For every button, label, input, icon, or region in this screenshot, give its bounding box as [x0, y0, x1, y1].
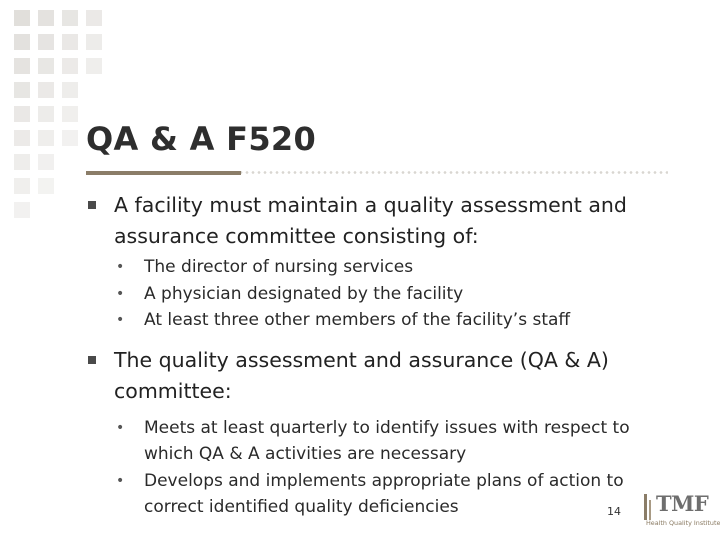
logo-wordmark: TMF: [656, 491, 709, 516]
slide-title: QA & A F520: [86, 120, 317, 158]
sub-bullet-text: Meets at least quarterly to identify issues with respect to which QA & A activities are necessary: [144, 417, 630, 464]
dot-bullet-icon: •: [116, 472, 125, 489]
sub-bullet-item: [116, 415, 676, 468]
grid-square: [38, 34, 54, 50]
bullet-item-1: [86, 190, 676, 252]
sub-bullet-text: Develops and implements appropriate plans of action to correct identified quality deficiencies: [144, 470, 624, 517]
sub-bullet-text: A physician designated by the facility: [144, 283, 464, 304]
sub-bullet-item: [116, 254, 676, 281]
grid-square: [38, 130, 54, 146]
bullet-text: The quality assessment and assurance (QA & A) committee:: [114, 347, 609, 403]
grid-square: [62, 58, 78, 74]
grid-square: [14, 178, 30, 194]
grid-square: [62, 130, 78, 146]
grid-square: [86, 10, 102, 26]
grid-square: [38, 106, 54, 122]
grid-square: [14, 82, 30, 98]
dot-bullet-icon: •: [116, 312, 125, 328]
bullet-item-2: [86, 345, 676, 407]
grid-square: [62, 34, 78, 50]
sub-bullet-text: At least three other members of the facility’s staff: [144, 310, 571, 330]
grid-square: [14, 10, 30, 26]
square-bullet-icon: [88, 356, 96, 364]
grid-square: [14, 154, 30, 170]
dot-bullet-icon: •: [116, 259, 125, 275]
grid-square: [14, 130, 30, 146]
grid-square: [86, 34, 102, 50]
grid-square: [62, 106, 78, 122]
grid-square: [38, 154, 54, 170]
dot-bullet-icon: •: [116, 419, 125, 436]
sub-bullet-list: [86, 254, 676, 334]
page-number: 14: [607, 505, 621, 518]
square-bullet-icon: [88, 201, 96, 209]
grid-square: [38, 178, 54, 194]
decorative-square-grid: [14, 10, 114, 220]
grid-square: [14, 202, 30, 218]
grid-square: [14, 106, 30, 122]
grid-square: [38, 10, 54, 26]
grid-square: [38, 82, 54, 98]
slide-content: [86, 190, 676, 521]
sub-bullet-item: [116, 468, 676, 521]
grid-square: [14, 58, 30, 74]
grid-square: [62, 82, 78, 98]
title-underline: [86, 171, 241, 175]
grid-square: [14, 34, 30, 50]
tmf-logo: [640, 491, 720, 530]
grid-square: [62, 10, 78, 26]
logo-tagline: Health Quality Institute: [646, 519, 720, 527]
grid-square: [38, 58, 54, 74]
sub-bullet-text: The director of nursing services: [144, 257, 414, 277]
dot-bullet-icon: •: [116, 285, 125, 302]
sub-bullet-item: [116, 281, 676, 308]
grid-square: [86, 58, 102, 74]
sub-bullet-list: [86, 415, 676, 521]
bullet-text: A facility must maintain a quality assessment and assurance committee consisting of:: [114, 193, 627, 248]
sub-bullet-item: [116, 307, 676, 334]
